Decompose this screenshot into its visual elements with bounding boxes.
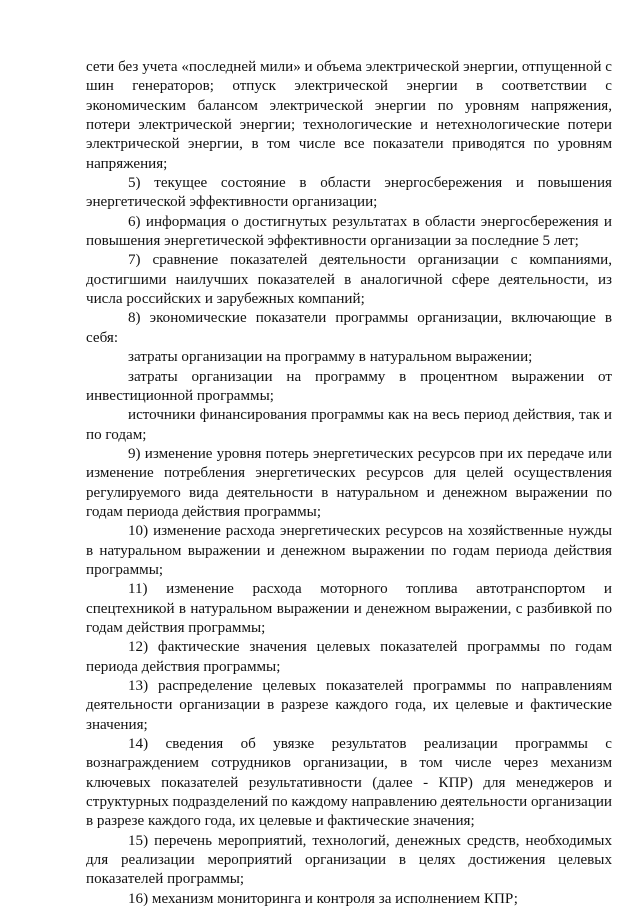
paragraph-item-11: 11) изменение расхода моторного топлива автотранспортом и спецтехникой в натуральном выражении и денежном выражении, с разбивкой по годам действия программы; [86, 581, 612, 636]
paragraph-item-5: 5) текущее состояние в области энергосбережения и повышения энергетической эффективности организации; [86, 175, 612, 211]
paragraph-item-12: 12) фактические значения целевых показателей программы по годам периода действия программы; [86, 639, 612, 675]
paragraph-item-8-sub-3: источники финансирования программы как на весь период действия, так и по годам; [86, 407, 612, 443]
paragraph-item-13: 13) распределение целевых показателей программы по направлениям деятельности организации в разрезе каждого года, их целевые и фактические значения; [86, 678, 612, 733]
paragraph-item-6: 6) информация о достигнутых результатах в области энергосбережения и повышения энергетической эффективности организации за последние 5 лет; [86, 213, 612, 250]
paragraph-item-7: 7) сравнение показателей деятельности организации с компаниями, достигшими наилучших показателей в аналогичной сфере деятельности, из числа российских и зарубежных компаний; [86, 252, 612, 308]
paragraph-item-16: 16) механизм мониторинга и контроля за исполнением КПР; [128, 890, 518, 907]
document-page [86, 58, 612, 909]
paragraph-continuation: сети без учета «последней мили» и объема электрической энергии, отпущенной с шин генераторов; отпуск электрической энергии в соответствии с экономическим балансом электрической энергии по уровням напряжения, потери электрической энергии; технологические и нетехнологические потери электрической энергии, в том числе все показатели приводятся по уровням напряжения; [86, 59, 612, 172]
paragraph-item-8-sub-1: затраты организации на программу в натуральном выражении; [128, 349, 533, 366]
paragraph-item-14: 14) сведения об увязке результатов реализации программы с вознаграждением сотрудников организации, в том числе через механизм ключевых показателей результативности (далее - КПР) для менеджеров и структурных подразделений по каждому направлению деятельности организации в разрезе каждого года, их целевые и фактические значения; [86, 736, 612, 830]
paragraph-item-8: 8) экономические показатели программы организации, включающие в себя: [86, 310, 612, 346]
paragraph-item-15: 15) перечень мероприятий, технологий, денежных средств, необходимых для реализации мероприятий организации в целях достижения целевых показателей программы; [86, 832, 612, 888]
paragraph-item-10: 10) изменение расхода энергетических ресурсов на хозяйственные нужды в натуральном выражении и денежном выражении по годам периода действия программы; [86, 523, 612, 578]
paragraph-item-9: 9) изменение уровня потерь энергетических ресурсов при их передаче или изменение потребления энергетических ресурсов для целей осуществления регулируемого вида деятельности в натуральном и денежном выражении по годам периода действия программы; [86, 445, 612, 520]
paragraph-item-8-sub-2: затраты организации на программу в процентном выражении от инвестиционной программы; [86, 368, 612, 404]
